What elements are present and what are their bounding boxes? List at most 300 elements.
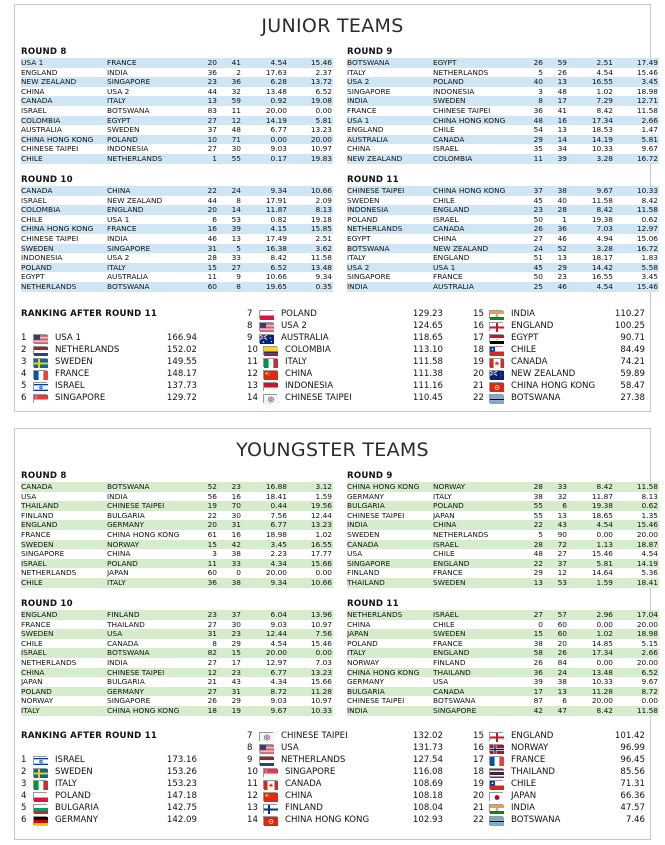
ranking-row bbox=[473, 790, 645, 802]
away-vp: 18.87 bbox=[615, 540, 659, 550]
team-name: AUSTRALIA bbox=[281, 333, 329, 343]
ranking-position: 11 bbox=[247, 779, 258, 789]
ranking-row bbox=[473, 308, 645, 320]
away-imps: 29 bbox=[219, 639, 243, 649]
home-team: POLAND bbox=[347, 215, 433, 225]
home-team: BULGARIA bbox=[347, 687, 433, 697]
match-row bbox=[21, 559, 333, 569]
home-vp: 9.03 bbox=[243, 144, 289, 154]
france-flag-icon bbox=[33, 370, 47, 379]
china-hong-kong-flag-icon bbox=[489, 382, 503, 391]
home-imps: 29 bbox=[519, 135, 545, 145]
away-vp: 15.46 bbox=[615, 520, 659, 530]
home-vp: 4.54 bbox=[243, 639, 289, 649]
singapore-flag-icon bbox=[263, 768, 277, 777]
away-team: CHINA bbox=[107, 186, 193, 196]
home-imps: 23 bbox=[193, 77, 219, 87]
team-name: EGYPT bbox=[511, 333, 539, 343]
home-imps: 28 bbox=[519, 540, 545, 550]
chinese-taipei-flag-icon bbox=[263, 394, 277, 403]
home-imps: 36 bbox=[519, 668, 545, 678]
home-imps: 27 bbox=[193, 620, 219, 630]
match-row bbox=[347, 205, 659, 215]
home-vp: 13.48 bbox=[243, 87, 289, 97]
team-score: 116.08 bbox=[412, 767, 443, 777]
match-row bbox=[21, 77, 333, 87]
away-team: NETHERLANDS bbox=[433, 68, 519, 78]
ranking-row bbox=[21, 790, 197, 802]
home-vp: 17.34 bbox=[569, 648, 615, 658]
team-name: SWEDEN bbox=[55, 767, 93, 777]
match-row bbox=[347, 215, 659, 225]
away-team: USA bbox=[107, 629, 193, 639]
canada-flag-icon bbox=[489, 358, 503, 367]
home-vp: 4.54 bbox=[243, 58, 289, 68]
home-imps: 37 bbox=[519, 186, 545, 196]
away-vp: 15.46 bbox=[289, 58, 333, 68]
home-vp: 7.03 bbox=[569, 224, 615, 234]
results-table bbox=[21, 58, 333, 164]
england-flag-icon bbox=[489, 732, 503, 741]
away-vp: 19.56 bbox=[289, 501, 333, 511]
home-team: BOTSWANA bbox=[347, 244, 433, 254]
home-imps: 17 bbox=[519, 687, 545, 697]
home-imps: 51 bbox=[519, 253, 545, 263]
home-vp: 3.28 bbox=[569, 154, 615, 164]
match-row bbox=[21, 205, 333, 215]
away-team: EGYPT bbox=[433, 58, 519, 68]
away-imps: 26 bbox=[545, 648, 569, 658]
away-imps: 48 bbox=[219, 125, 243, 135]
match-row bbox=[21, 87, 333, 97]
china-flag-icon bbox=[263, 370, 277, 379]
team-score: 74.21 bbox=[620, 357, 645, 367]
ranking-row bbox=[247, 332, 443, 344]
away-imps: 27 bbox=[219, 263, 243, 273]
ranking-row bbox=[247, 320, 443, 332]
away-team: ENGLAND bbox=[433, 253, 519, 263]
home-imps: 56 bbox=[193, 492, 219, 502]
away-team: POLAND bbox=[107, 559, 193, 569]
youngster-round-11 bbox=[347, 599, 659, 716]
match-row bbox=[347, 96, 659, 106]
away-vp: 16.72 bbox=[615, 244, 659, 254]
team-score: 108.18 bbox=[412, 791, 443, 801]
away-team: SINGAPORE bbox=[433, 706, 519, 716]
home-team: SWEDEN bbox=[21, 244, 107, 254]
home-vp: 2.51 bbox=[569, 58, 615, 68]
match-row bbox=[21, 620, 333, 630]
match-row bbox=[347, 87, 659, 97]
team-name: CHINESE TAIPEI bbox=[285, 393, 352, 403]
home-team: GERMANY bbox=[347, 677, 433, 687]
match-row bbox=[21, 58, 333, 68]
match-row bbox=[21, 501, 333, 511]
home-vp: 0.00 bbox=[569, 658, 615, 668]
home-imps: 27 bbox=[519, 234, 545, 244]
ranking-row bbox=[473, 742, 645, 754]
match-row bbox=[347, 610, 659, 620]
home-imps: 13 bbox=[519, 578, 545, 588]
home-imps: 37 bbox=[193, 125, 219, 135]
away-vp: 0.62 bbox=[615, 215, 659, 225]
ranking-position: 6 bbox=[21, 393, 27, 403]
round-title: ROUND 9 bbox=[347, 471, 393, 481]
team-score: 113.10 bbox=[412, 345, 443, 355]
ranking-position: 22 bbox=[473, 815, 484, 825]
home-team: GERMANY bbox=[347, 492, 433, 502]
away-vp: 0.62 bbox=[615, 501, 659, 511]
home-vp: 8.42 bbox=[243, 253, 289, 263]
home-vp: 8.42 bbox=[569, 706, 615, 716]
away-vp: 13.96 bbox=[289, 610, 333, 620]
ranking-row bbox=[247, 380, 443, 392]
away-imps: 8 bbox=[219, 196, 243, 206]
away-team: ENGLAND bbox=[107, 205, 193, 215]
home-team: USA 1 bbox=[347, 116, 433, 126]
away-imps: 32 bbox=[545, 492, 569, 502]
team-score: 85.56 bbox=[620, 767, 645, 777]
match-row bbox=[347, 77, 659, 87]
ranking-row bbox=[473, 802, 645, 814]
home-team: FRANCE bbox=[21, 530, 107, 540]
ranking-position: 20 bbox=[473, 369, 484, 379]
away-team: ENGLAND bbox=[433, 205, 519, 215]
ranking-column-3 bbox=[473, 730, 645, 826]
poland-flag-icon bbox=[33, 792, 47, 801]
away-vp: 2.37 bbox=[289, 68, 333, 78]
away-imps: 29 bbox=[219, 696, 243, 706]
away-imps: 5 bbox=[219, 244, 243, 254]
home-vp: 1.59 bbox=[569, 578, 615, 588]
home-vp: 15.46 bbox=[569, 549, 615, 559]
away-imps: 13 bbox=[545, 125, 569, 135]
home-imps: 44 bbox=[193, 196, 219, 206]
home-vp: 18.53 bbox=[569, 125, 615, 135]
match-row bbox=[21, 106, 333, 116]
away-imps: 46 bbox=[545, 282, 569, 292]
home-imps: 11 bbox=[519, 154, 545, 164]
away-imps: 37 bbox=[545, 559, 569, 569]
home-vp: 2.23 bbox=[243, 549, 289, 559]
match-row bbox=[347, 549, 659, 559]
away-team: JAPAN bbox=[433, 511, 519, 521]
ranking-position: 9 bbox=[247, 755, 253, 765]
home-imps: 39 bbox=[519, 677, 545, 687]
home-imps: 38 bbox=[519, 639, 545, 649]
ranking-position: 19 bbox=[473, 357, 484, 367]
away-vp: 15.66 bbox=[289, 677, 333, 687]
ranking-row bbox=[247, 790, 443, 802]
away-vp: 0.00 bbox=[289, 648, 333, 658]
home-team: POLAND bbox=[21, 687, 107, 697]
away-imps: 13 bbox=[545, 77, 569, 87]
away-team: SWEDEN bbox=[107, 125, 193, 135]
team-name: ITALY bbox=[285, 357, 307, 367]
home-imps: 27 bbox=[519, 610, 545, 620]
away-team: FRANCE bbox=[107, 58, 193, 68]
away-imps: 60 bbox=[545, 629, 569, 639]
home-imps: 36 bbox=[193, 68, 219, 78]
home-vp: 14.64 bbox=[569, 568, 615, 578]
away-team: ISRAEL bbox=[433, 144, 519, 154]
home-imps: 45 bbox=[519, 263, 545, 273]
away-team: EGYPT bbox=[107, 116, 193, 126]
away-vp: 20.00 bbox=[615, 620, 659, 630]
team-name: SINGAPORE bbox=[55, 393, 106, 403]
away-vp: 1.47 bbox=[615, 125, 659, 135]
away-vp: 13.23 bbox=[289, 125, 333, 135]
china-hong-kong-flag-icon bbox=[263, 816, 277, 825]
home-team: NEW ZEALAND bbox=[347, 154, 433, 164]
away-imps: 13 bbox=[545, 511, 569, 521]
home-imps: 31 bbox=[193, 244, 219, 254]
ranking-row bbox=[21, 380, 197, 392]
away-vp: 7.03 bbox=[289, 658, 333, 668]
away-imps: 6 bbox=[545, 501, 569, 511]
home-team: ISRAEL bbox=[21, 559, 107, 569]
home-imps: 87 bbox=[519, 696, 545, 706]
team-name: ISRAEL bbox=[55, 381, 85, 391]
away-vp: 7.56 bbox=[289, 629, 333, 639]
ranking-position: 22 bbox=[473, 393, 484, 403]
home-imps: 20 bbox=[193, 58, 219, 68]
away-imps: 34 bbox=[545, 144, 569, 154]
away-vp: 8.72 bbox=[615, 687, 659, 697]
away-imps: 84 bbox=[545, 658, 569, 668]
home-vp: 6.77 bbox=[243, 668, 289, 678]
team-score: 131.73 bbox=[412, 743, 443, 753]
away-team: FRANCE bbox=[433, 639, 519, 649]
away-team: ITALY bbox=[107, 96, 193, 106]
home-team: USA bbox=[21, 492, 107, 502]
home-vp: 16.88 bbox=[243, 482, 289, 492]
ranking-position: 3 bbox=[21, 357, 27, 367]
home-imps: 22 bbox=[193, 511, 219, 521]
away-imps: 48 bbox=[545, 87, 569, 97]
home-team: SINGAPORE bbox=[347, 87, 433, 97]
team-score: 110.27 bbox=[614, 309, 645, 319]
home-imps: 18 bbox=[193, 706, 219, 716]
ranking-position: 13 bbox=[247, 803, 258, 813]
away-vp: 6.52 bbox=[615, 668, 659, 678]
ranking-position: 4 bbox=[21, 791, 27, 801]
italy-flag-icon bbox=[263, 358, 277, 367]
home-imps: 55 bbox=[519, 511, 545, 521]
ranking-position: 18 bbox=[473, 345, 484, 355]
away-team: CHILE bbox=[433, 196, 519, 206]
away-vp: 2.66 bbox=[615, 648, 659, 658]
home-vp: 11.87 bbox=[569, 492, 615, 502]
team-name: CANADA bbox=[511, 357, 548, 367]
home-vp: 0.44 bbox=[243, 501, 289, 511]
home-vp: 4.94 bbox=[569, 234, 615, 244]
junior-round-8 bbox=[21, 47, 333, 164]
home-imps: 15 bbox=[193, 540, 219, 550]
away-vp: 20.00 bbox=[615, 530, 659, 540]
team-name: JAPAN bbox=[511, 791, 537, 801]
new-zealand-flag-icon bbox=[489, 370, 503, 379]
home-imps: 16 bbox=[193, 224, 219, 234]
home-imps: 15 bbox=[193, 263, 219, 273]
home-team: COLOMBIA bbox=[21, 205, 107, 215]
away-team: JAPAN bbox=[107, 568, 193, 578]
home-vp: 0.00 bbox=[243, 135, 289, 145]
away-imps: 90 bbox=[545, 530, 569, 540]
home-team: THAILAND bbox=[21, 501, 107, 511]
home-team: ITALY bbox=[21, 706, 107, 716]
away-imps: 23 bbox=[219, 482, 243, 492]
match-row bbox=[347, 196, 659, 206]
match-row bbox=[21, 116, 333, 126]
ranking-position: 20 bbox=[473, 791, 484, 801]
away-imps: 59 bbox=[545, 58, 569, 68]
home-vp: 17.49 bbox=[243, 234, 289, 244]
home-imps: 10 bbox=[193, 135, 219, 145]
home-imps: 8 bbox=[519, 96, 545, 106]
home-imps: 11 bbox=[193, 272, 219, 282]
home-team: INDIA bbox=[347, 96, 433, 106]
team-score: 129.23 bbox=[412, 309, 443, 319]
home-imps: 28 bbox=[519, 482, 545, 492]
team-name: INDONESIA bbox=[285, 381, 334, 391]
home-vp: 19.38 bbox=[569, 215, 615, 225]
team-score: 59.89 bbox=[620, 369, 645, 379]
india-flag-icon bbox=[489, 804, 503, 813]
ranking-position: 17 bbox=[473, 333, 484, 343]
match-row bbox=[21, 677, 333, 687]
team-score: 111.58 bbox=[412, 357, 443, 367]
away-vp: 3.62 bbox=[289, 244, 333, 254]
home-team: SINGAPORE bbox=[21, 549, 107, 559]
away-imps: 19 bbox=[219, 706, 243, 716]
home-imps: 29 bbox=[519, 568, 545, 578]
away-vp: 2.66 bbox=[615, 116, 659, 126]
home-team: CHINESE TAIPEI bbox=[21, 234, 107, 244]
colombia-flag-icon bbox=[263, 346, 277, 355]
japan-flag-icon bbox=[489, 792, 503, 801]
away-imps: 27 bbox=[545, 549, 569, 559]
away-team: BOTSWANA bbox=[433, 696, 519, 706]
away-imps: 38 bbox=[219, 578, 243, 588]
home-vp: 10.33 bbox=[569, 677, 615, 687]
match-row bbox=[21, 135, 333, 145]
home-imps: 27 bbox=[193, 687, 219, 697]
away-team: ISRAEL bbox=[433, 610, 519, 620]
ranking-row bbox=[21, 356, 197, 368]
home-team: CHINESE TAIPEI bbox=[347, 696, 433, 706]
home-vp: 0.82 bbox=[243, 215, 289, 225]
team-score: 96.45 bbox=[620, 755, 645, 765]
ranking-row bbox=[21, 368, 197, 380]
away-team: NETHERLANDS bbox=[107, 154, 193, 164]
home-imps: 5 bbox=[519, 68, 545, 78]
away-imps: 46 bbox=[545, 234, 569, 244]
away-team: CANADA bbox=[433, 135, 519, 145]
canada-flag-icon bbox=[263, 780, 277, 789]
team-score: 127.54 bbox=[412, 755, 443, 765]
away-imps: 33 bbox=[219, 559, 243, 569]
away-team: USA 2 bbox=[107, 253, 193, 263]
egypt-flag-icon bbox=[489, 334, 503, 343]
match-row bbox=[21, 687, 333, 697]
round-title: ROUND 10 bbox=[21, 175, 73, 185]
home-imps: 19 bbox=[193, 501, 219, 511]
home-team: EGYPT bbox=[347, 234, 433, 244]
away-vp: 8.13 bbox=[289, 205, 333, 215]
match-row bbox=[21, 224, 333, 234]
away-team: CHINESE TAIPEI bbox=[433, 106, 519, 116]
home-team: NORWAY bbox=[347, 658, 433, 668]
ranking-column-2 bbox=[247, 730, 443, 826]
away-team: ENGLAND bbox=[433, 648, 519, 658]
ranking-row bbox=[473, 332, 645, 344]
away-imps: 26 bbox=[545, 68, 569, 78]
match-row bbox=[347, 639, 659, 649]
home-imps: 26 bbox=[193, 696, 219, 706]
home-team: FINLAND bbox=[347, 568, 433, 578]
away-imps: 36 bbox=[545, 224, 569, 234]
match-row bbox=[21, 186, 333, 196]
away-imps: 41 bbox=[545, 106, 569, 116]
match-row bbox=[347, 253, 659, 263]
away-vp: 10.97 bbox=[289, 696, 333, 706]
home-imps: 27 bbox=[193, 658, 219, 668]
round-title: ROUND 8 bbox=[21, 471, 67, 481]
ranking-row bbox=[21, 332, 197, 344]
away-vp: 13.72 bbox=[289, 77, 333, 87]
china-flag-icon bbox=[263, 792, 277, 801]
team-name: SWEDEN bbox=[55, 357, 93, 367]
home-imps: 6 bbox=[193, 215, 219, 225]
ranking-column-2 bbox=[247, 308, 443, 404]
home-imps: 23 bbox=[193, 610, 219, 620]
ranking-position: 1 bbox=[21, 333, 27, 343]
away-imps: 60 bbox=[545, 620, 569, 630]
home-vp: 9.03 bbox=[243, 620, 289, 630]
junior-teams-panel bbox=[14, 4, 658, 412]
away-imps: 53 bbox=[545, 578, 569, 588]
ranking-position: 8 bbox=[247, 743, 253, 753]
ranking-position: 21 bbox=[473, 381, 484, 391]
team-name: ISRAEL bbox=[55, 755, 85, 765]
match-row bbox=[21, 282, 333, 292]
away-imps: 31 bbox=[219, 520, 243, 530]
match-row bbox=[347, 244, 659, 254]
away-imps: 57 bbox=[545, 610, 569, 620]
ranking-row bbox=[21, 802, 197, 814]
away-vp: 0.00 bbox=[615, 696, 659, 706]
away-team: COLOMBIA bbox=[433, 154, 519, 164]
ranking-row bbox=[247, 392, 443, 404]
home-imps: 26 bbox=[519, 224, 545, 234]
ranking-position: 16 bbox=[473, 321, 484, 331]
ranking-row bbox=[473, 392, 645, 404]
away-team: FRANCE bbox=[107, 224, 193, 234]
ranking-row bbox=[247, 344, 443, 356]
team-name: FRANCE bbox=[55, 369, 90, 379]
france-flag-icon bbox=[489, 756, 503, 765]
home-vp: 8.42 bbox=[569, 205, 615, 215]
home-imps: 36 bbox=[193, 578, 219, 588]
ranking-position: 15 bbox=[473, 309, 484, 319]
home-team: USA bbox=[347, 549, 433, 559]
team-name: BOTSWANA bbox=[511, 393, 561, 403]
away-imps: 13 bbox=[545, 253, 569, 263]
team-name: BOTSWANA bbox=[511, 815, 561, 825]
away-team: INDIA bbox=[107, 68, 193, 78]
chinese-taipei-flag-icon bbox=[259, 732, 273, 741]
